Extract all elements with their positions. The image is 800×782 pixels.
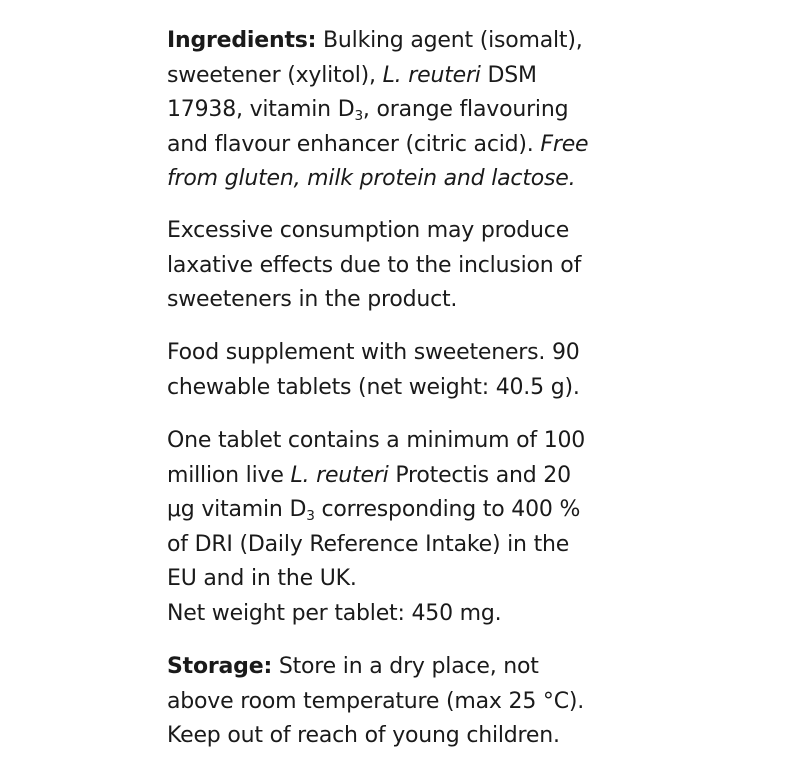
storage-paragraph bbox=[167, 650, 787, 754]
free-from-text: Free bbox=[540, 131, 589, 157]
storage-label: Storage: bbox=[167, 654, 273, 679]
supplement-paragraph bbox=[167, 336, 787, 405]
content-line-4: of DRI (Daily Reference Intake) in the bbox=[167, 531, 570, 557]
warning-line-3: sweeteners in the product. bbox=[167, 287, 458, 312]
storage-line-3: Keep out of reach of young children. bbox=[167, 723, 560, 748]
content-line-6: Net weight per tablet: 450 mg. bbox=[167, 600, 502, 626]
species-name: L. reuteri bbox=[382, 62, 481, 88]
ingredients-text: 17938, vitamin D bbox=[167, 97, 355, 122]
content-line-2 bbox=[167, 459, 787, 494]
content-line-5: EU and in the UK. bbox=[167, 566, 357, 591]
ingredients-text: and flavour enhancer (citric acid). bbox=[167, 131, 541, 157]
content-text: million live bbox=[167, 462, 291, 488]
ingredients-line-5 bbox=[167, 162, 787, 197]
ingredients-line-2 bbox=[167, 59, 787, 94]
storage-line-1 bbox=[167, 650, 787, 685]
ingredients-paragraph bbox=[167, 24, 787, 197]
ingredients-line-1 bbox=[167, 24, 787, 59]
content-line-1: One tablet contains a minimum of 100 bbox=[167, 428, 586, 453]
content-text: Protectis and 20 bbox=[388, 462, 571, 488]
ingredients-line-3 bbox=[167, 93, 787, 128]
ingredients-text: sweetener (xylitol), bbox=[167, 62, 383, 88]
content-text: μg vitamin D bbox=[167, 497, 307, 522]
ingredients-text: Bulking agent (isomalt), bbox=[316, 28, 583, 53]
warning-paragraph bbox=[167, 214, 787, 318]
ingredients-label: Ingredients: bbox=[167, 28, 317, 53]
content-paragraph bbox=[167, 424, 787, 631]
ingredients-text: DSM bbox=[480, 62, 537, 88]
supplement-line-2: chewable tablets (net weight: 40.5 g). bbox=[167, 374, 580, 400]
vitamin-subscript: 3 bbox=[354, 108, 363, 125]
storage-text: Store in a dry place, not bbox=[272, 654, 539, 679]
warning-line-1: Excessive consumption may produce bbox=[167, 218, 570, 243]
free-from-text: from gluten, milk protein and lactose. bbox=[167, 166, 576, 191]
supplement-line-1: Food supplement with sweeteners. 90 bbox=[167, 340, 580, 365]
ingredients-text: , orange flavouring bbox=[362, 97, 569, 122]
species-name: L. reuteri bbox=[290, 462, 389, 488]
vitamin-subscript: 3 bbox=[306, 508, 315, 525]
content-text: corresponding to 400 % bbox=[314, 497, 581, 522]
ingredients-line-4 bbox=[167, 128, 787, 163]
warning-line-2: laxative effects due to the inclusion of bbox=[167, 252, 582, 278]
storage-line-2: above room temperature (max 25 °C). bbox=[167, 688, 585, 714]
content-line-3 bbox=[167, 493, 787, 528]
